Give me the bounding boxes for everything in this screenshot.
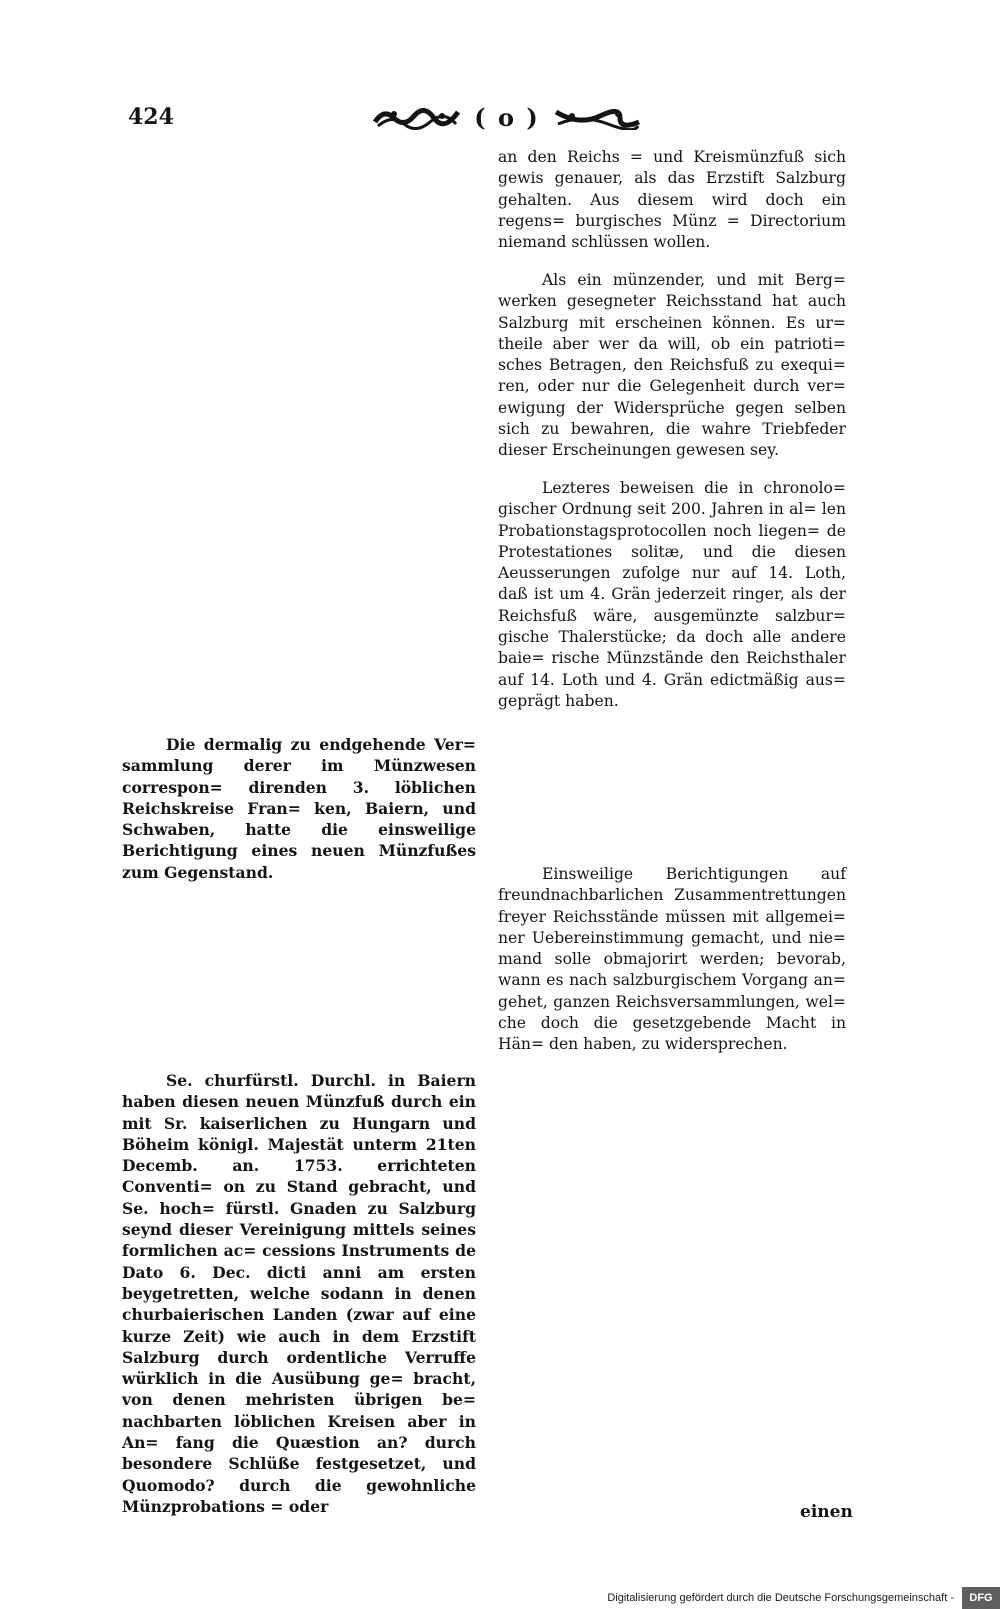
left-paragraph-2: Se. churfürstl. Durchl. in Baiern haben diesen neuen Münzfuß durch ein mit Sr. kaiserlichen zu Hungarn und Böheim königl. Majestät unterm 21ten Decemb. an. 1753. errichteten Conventi= on zu Stand gebracht, und Se. hoch= fürstl. Gnaden zu Salzburg seynd dieser Vereinigung mittels seines formlichen ac= cessions Instruments de Dato 6. Dec. dicti anni am ersten beygetretten, welche sodann in denen churbaierischen Landen (zwar auf eine kurze Zeit) wie auch in dem Erzstift Salzburg durch ordentliche Verruffe würklich in die Ausübung ge= bracht, von denen mehristen übrigen be= nachbarten löblichen Kreisen aber in An= fang die Quæstion an? durch besondere Schlüße festgesetzet, und Quomodo? durch die gewohnliche Münzprobations = oder bbox=[122, 1071, 476, 1516]
left-column-block-2 bbox=[122, 1070, 476, 1517]
right-paragraph-2: Als ein münzender, und mit Berg= werken gesegneter Reichsstand hat auch Salzburg mit erscheinen können. Es ur= theile aber wer da will, ob ein patrioti= sches Betragen, den Reichsfuß zu exequi= ren, oder nur die Gelegenheit durch ver= ewigung der Widersprüche gegen selben sich zu bewahren, die wahre Triebfeder dieser Erscheinungen gewesen sey. bbox=[498, 271, 846, 460]
left-ornament-icon bbox=[372, 104, 462, 130]
right-column-block-2 bbox=[498, 270, 846, 462]
left-column-block-1 bbox=[122, 734, 476, 883]
page-number: 424 bbox=[128, 104, 174, 130]
header-mark: ( o ) bbox=[474, 102, 540, 132]
footer-bar bbox=[607, 1587, 1000, 1609]
right-column-block-1 bbox=[498, 147, 846, 253]
dfg-logo: DFG bbox=[962, 1587, 1000, 1609]
footer-text: Digitalisierung gefördert durch die Deutsche Forschungsgemeinschaft - bbox=[607, 1592, 954, 1604]
right-column-block-3 bbox=[498, 478, 846, 712]
running-header bbox=[372, 100, 642, 134]
left-paragraph-1: Die dermalig zu endgehende Ver= sammlung derer im Münzwesen correspon= direnden 3. löblichen Reichskreise Fran= ken, Baiern, und Schwaben, hatte die einsweilige Berichtigung eines neuen Münzfußes zum Gegenstand. bbox=[122, 735, 476, 882]
right-paragraph-1: an den Reichs = und Kreismünzfuß sich gewis genauer, als das Erzstift Salzburg gehalten. Aus diesem wird doch ein regens= burgisches Münz = Directorium niemand schlüssen wollen. bbox=[498, 148, 846, 252]
catchword: einen bbox=[800, 1502, 853, 1522]
right-paragraph-4: Einsweilige Berichtigungen auf freundnachbarlichen Zusammentrettungen freyer Reichsstände müssen mit allgemei= ner Uebereinstimmung gemacht, und nie= mand solle obmajorirt werden; bevorab, wann es nach salzburgischem Vorgang an= gehet, ganzen Reichsversammlungen, wel= che doch die gesetzgebende Macht in Hän= den haben, zu widersprechen. bbox=[498, 865, 846, 1054]
right-column-block-4 bbox=[498, 864, 846, 1056]
right-paragraph-3: Lezteres beweisen die in chronolo= gischer Ordnung seit 200. Jahren in al= len Probationstagsprotocollen noch liegen= de Protestationes solitæ, und die diesen Aeusserungen zufolge nur auf 14. Loth, daß ist um 4. Grän jederzeit ringer, als der Reichsfuß wäre, ausgemünzte salzbur= gische Thalerstücke; da doch alle andere baie= rische Münzstände den Reichsthaler auf 14. Loth und 4. Grän edictmäßig aus= geprägt haben. bbox=[498, 479, 846, 710]
right-ornament-icon bbox=[552, 104, 642, 130]
